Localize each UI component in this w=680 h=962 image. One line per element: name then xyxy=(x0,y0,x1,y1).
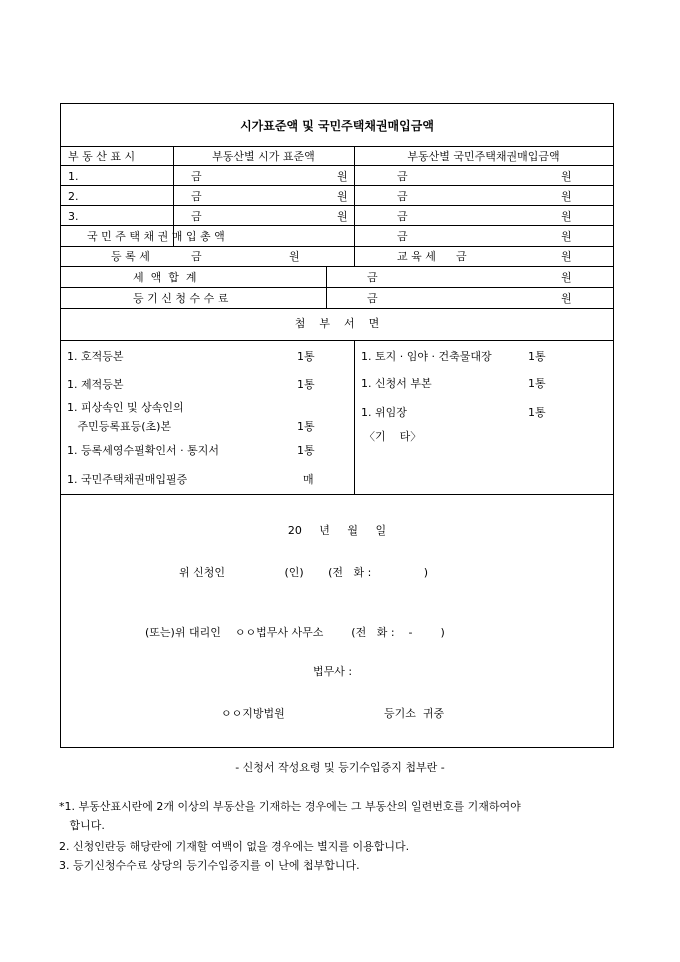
row-number: 1. xyxy=(68,170,79,183)
geum-label: 금 xyxy=(367,292,378,305)
attachment-label: 1. 토지 · 임야 · 건축물대장 xyxy=(361,350,492,363)
header-bond-amount: 부동산별 국민주택채권매입금액 xyxy=(407,150,560,163)
rule xyxy=(354,340,355,494)
attachment-qty: 매 xyxy=(303,473,314,486)
form-title: 시가표준액 및 국민주택채권매입금액 xyxy=(240,119,434,133)
geum-label: 금 xyxy=(191,210,202,223)
header-property: 부 동 산 표 시 xyxy=(68,150,136,163)
bond-total-label: 국 민 주 택 채 권 매 입 총 액 xyxy=(87,230,225,243)
fee-label: 등 기 신 청 수 수 료 xyxy=(133,292,229,305)
attachment-label: 1. 국민주택채권매입필증 xyxy=(67,473,188,486)
rule xyxy=(61,266,613,267)
note-line: 2. 신청인란등 해당란에 기재할 여백이 없을 경우에는 별지를 이용합니다. xyxy=(59,840,410,853)
geum-label: 금 xyxy=(191,190,202,203)
header-standard-price: 부동산별 시가 표준액 xyxy=(212,150,315,163)
caption: - 신청서 작성요령 및 등기수입증지 첩부란 - xyxy=(235,761,445,774)
rule xyxy=(61,146,613,147)
geum-label: 금 xyxy=(397,170,408,183)
lawyer-line: 법무사 : xyxy=(313,665,353,678)
registration-tax-label: 등 록 세 xyxy=(111,250,150,263)
note-line: 합니다. xyxy=(59,819,105,832)
attachments-title: 첨 부 서 면 xyxy=(294,317,380,330)
rule xyxy=(61,340,613,341)
geum-label: 금 xyxy=(397,190,408,203)
attachment-label: 주민등록표등(초)본 xyxy=(67,420,172,433)
rule xyxy=(61,494,613,495)
rule xyxy=(354,146,355,266)
won-label: 원 xyxy=(561,210,572,223)
education-tax-label: 교 육 세 xyxy=(397,250,436,263)
geum-label: 금 xyxy=(397,230,408,243)
attachment-label: 1. 호적등본 xyxy=(67,350,124,363)
rule xyxy=(61,185,613,186)
row-number: 2. xyxy=(68,190,79,203)
registry-line: 등기소 귀중 xyxy=(384,707,445,720)
geum-label: 금 xyxy=(397,210,408,223)
geum-label: 금 xyxy=(191,170,202,183)
attachment-label: 1. 등록세영수필확인서 · 통지서 xyxy=(67,444,219,457)
attachment-qty: 1통 xyxy=(528,350,546,363)
attachment-qty: 1통 xyxy=(297,420,315,433)
rule xyxy=(61,246,613,247)
attachment-label: 1. 피상속인 및 상속인의 xyxy=(67,401,184,414)
won-label: 원 xyxy=(337,170,348,183)
won-label: 원 xyxy=(561,271,572,284)
rule xyxy=(61,225,613,226)
rule xyxy=(326,266,327,308)
won-label: 원 xyxy=(561,230,572,243)
attachment-qty: 1통 xyxy=(528,406,546,419)
won-label: 원 xyxy=(337,210,348,223)
geum-label: 금 xyxy=(456,250,467,263)
attachment-label: 〈기 타〉 xyxy=(364,430,422,443)
tax-total-label: 세 액 합 계 xyxy=(133,271,197,284)
attachment-qty: 1통 xyxy=(297,444,315,457)
date-line: 20 년 월 일 xyxy=(287,524,387,537)
agent-line: (또는)위 대리인 ㅇㅇ법무사 사무소 (전 화 : - ) xyxy=(145,626,445,639)
won-label: 원 xyxy=(561,250,572,263)
attachment-label: 1. 제적등본 xyxy=(67,378,124,391)
note-line: *1. 부동산표시란에 2개 이상의 부동산을 기재하는 경우에는 그 부동산의 일련번호를 기재하여야 xyxy=(59,800,521,813)
won-label: 원 xyxy=(337,190,348,203)
rule xyxy=(61,165,613,166)
won-label: 원 xyxy=(561,292,572,305)
rule xyxy=(61,287,613,288)
won-label: 원 xyxy=(561,190,572,203)
application-form xyxy=(60,103,614,748)
attachment-label: 1. 위임장 xyxy=(361,406,407,419)
won-label: 원 xyxy=(561,170,572,183)
attachment-label: 1. 신청서 부본 xyxy=(361,377,432,390)
geum-label: 금 xyxy=(367,271,378,284)
note-line: 3. 등기신청수수료 상당의 등기수입증지를 이 난에 첩부합니다. xyxy=(59,859,360,872)
rule xyxy=(61,205,613,206)
attachment-qty: 1통 xyxy=(528,377,546,390)
won-label: 원 xyxy=(289,250,300,263)
court-name: ㅇㅇ지방법원 xyxy=(221,707,285,720)
applicant-line: 위 신청인 (인) (전 화 : ) xyxy=(179,566,429,579)
row-number: 3. xyxy=(68,210,79,223)
geum-label: 금 xyxy=(191,250,202,263)
rule xyxy=(61,308,613,309)
attachment-qty: 1통 xyxy=(297,350,315,363)
attachment-qty: 1통 xyxy=(297,378,315,391)
